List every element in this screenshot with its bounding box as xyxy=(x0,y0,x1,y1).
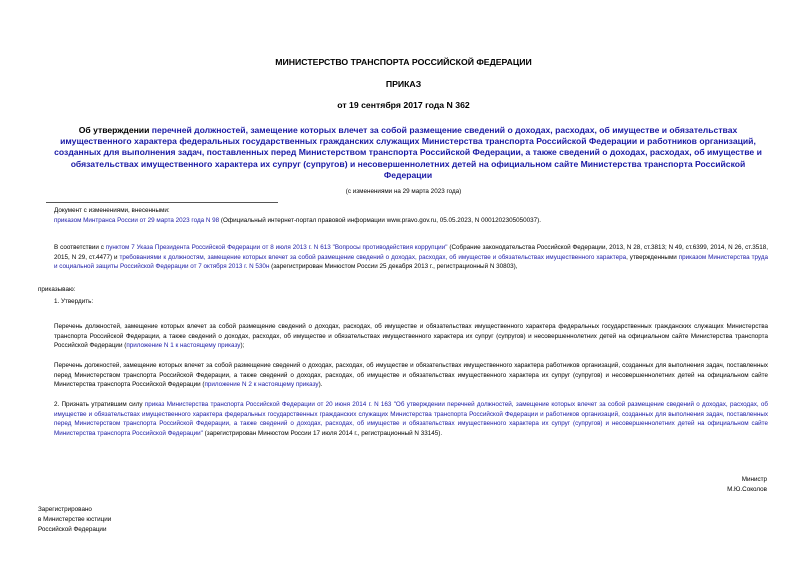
p4-text-a: 2. Признать утратившим силу xyxy=(54,401,145,408)
amendment-block xyxy=(54,206,768,225)
p3-text-b: ). xyxy=(318,381,323,389)
date-number-heading: от 19 сентября 2017 года N 362 xyxy=(337,100,470,110)
paragraph-list-1 xyxy=(38,322,768,351)
registration-line-2: в Министерстве юстиции xyxy=(38,516,112,523)
p3-text-a: Перечень должностей, замещение которых влечет за собой размещение сведений о доходах, расходах, об имуществе и обязательствах имущественного характера работников организаций, созданных для выполнения задач, поставленных перед Министерством транспорта Российской Федерации, а также сведений о доходах, расходах, об имуществе и обязательствах имущественного характера их супруг (супругов) и несовершеннолетних детей на официальном сайте Министерства транспорта Российской Федерации ( xyxy=(54,362,768,389)
item-1: 1. Утвердить: xyxy=(54,298,94,305)
registration-block xyxy=(38,505,111,535)
signer-position: Министр xyxy=(741,476,767,483)
order-word: приказываю: xyxy=(38,286,76,293)
amendment-detail xyxy=(54,216,768,226)
amendment-line: Документ с изменениями, внесенными: xyxy=(54,207,170,214)
amendment-tail: (Официальный интернет-портал правовой информации www.pravo.gov.ru, 05.05.2023, N 0001202305050037). xyxy=(219,216,541,224)
title-prefix: Об утверждении xyxy=(78,125,152,135)
appendix-2-link[interactable]: приложение N 2 к настоящему приказу xyxy=(204,381,319,389)
repealed-order-link[interactable]: приказ Министерства транспорта Российской Федерации от 20 июня 2014 г. N 163 "Об утверждении перечней должностей, замещение которых влечет за собой размещение сведений о доходах, расходах, об имуществе и обязательствах имущественного характера федеральных государственных гражданских служащих Министерства транспорта Российской Федерации и работников организаций, созданных для выполнения задач, поставленных перед Министерством транспорта Российской Федерации, а также сведений о доходах, расходах, об имуществе и обязательствах имущественного характера их супруг (супругов) и несовершеннолетних детей на официальном сайте Министерства транспорта Российской Федерации" xyxy=(54,401,768,437)
signer-name: М.Ю.Соколов xyxy=(727,486,767,493)
p1-link-requirements[interactable]: требованиями к должностям, замещение которых влечет за собой размещение сведений о доходах, расходах, об имуществе и обязательствах имущественного характера xyxy=(119,253,627,261)
p1-link-decree[interactable]: пунктом 7 Указа Президента Российской Федерации от 8 июля 2013 г. N 613 "Вопросы противодействия коррупции" xyxy=(105,244,448,251)
appendix-1-link[interactable]: приложение N 1 к настоящему приказу xyxy=(126,342,241,350)
paragraph-basis xyxy=(38,243,768,272)
document-title xyxy=(46,125,770,181)
paragraph-list-2 xyxy=(38,361,768,390)
p1-text-c: , утвержденными xyxy=(626,253,679,261)
doc-type-heading: ПРИКАЗ xyxy=(385,79,422,89)
p4-text-b: (зарегистрирован Минюстом России 17 июля 2014 г., регистрационный N 33145). xyxy=(202,429,443,437)
amendment-link[interactable]: приказом Минтранса России от 29 марта 2023 года N 98 xyxy=(54,216,220,224)
p2-text-b: ); xyxy=(240,342,245,350)
ministry-heading: МИНИСТЕРСТВО ТРАНСПОРТА РОССИЙСКОЙ ФЕДЕРАЦИИ xyxy=(275,57,532,67)
registration-line-3: Российской Федерации xyxy=(38,526,107,533)
p1-text-b: (Собрание законодательства Российской Федерации, 2013, N 28, ст.3813; N 49, ст.6399, 2014, N 26, ст.3518, 2015, N 29, ст.4477) и xyxy=(54,244,768,261)
registration-line-1: Зарегистрировано xyxy=(38,506,92,513)
signature-block xyxy=(727,475,767,495)
p1-text-d: (зарегистрирован Минюстом России 25 декабря 2013 г., регистрационный N 30803), xyxy=(269,263,518,271)
p1-link-order[interactable]: приказом Министерства труда и социальной защиты Российской Федерации от 7 октября 2013 г. N 530н xyxy=(54,253,768,271)
p2-text-a: Перечень должностей, замещение которых влечет за собой размещение сведений о доходах, расходах, об имуществе и обязательствах имущественного характера федеральных государственных гражданских служащих Министерства транспорта Российской Федерации, а также сведений о доходах, расходах, об имуществе и обязательствах имущественного характера их супруг (супругов) и несовершеннолетних детей на официальном сайте Министерства транспорта Российской Федерации ( xyxy=(54,323,768,350)
title-link[interactable]: перечней должностей, замещение которых влечет за собой размещение сведений о доходах, расходах, об имуществе и обязательствах имущественного характера федеральных государственных гражданских служащих Министерства транспорта Российской Федерации и работников организаций, созданных для выполнения задач, поставленных перед Министерством транспорта Российской Федерации, а также сведений о доходах, расходах, об имуществе и обязательствах имущественного характера их супруг (супругов) и несовершеннолетних детей на официальном сайте Министерства транспорта Российской Федерации xyxy=(54,125,762,180)
p1-text-a: В соответствии с xyxy=(54,244,106,251)
divider xyxy=(46,202,278,203)
changes-note: (с изменениями на 29 марта 2023 года) xyxy=(345,188,462,195)
paragraph-repeal xyxy=(38,400,768,438)
